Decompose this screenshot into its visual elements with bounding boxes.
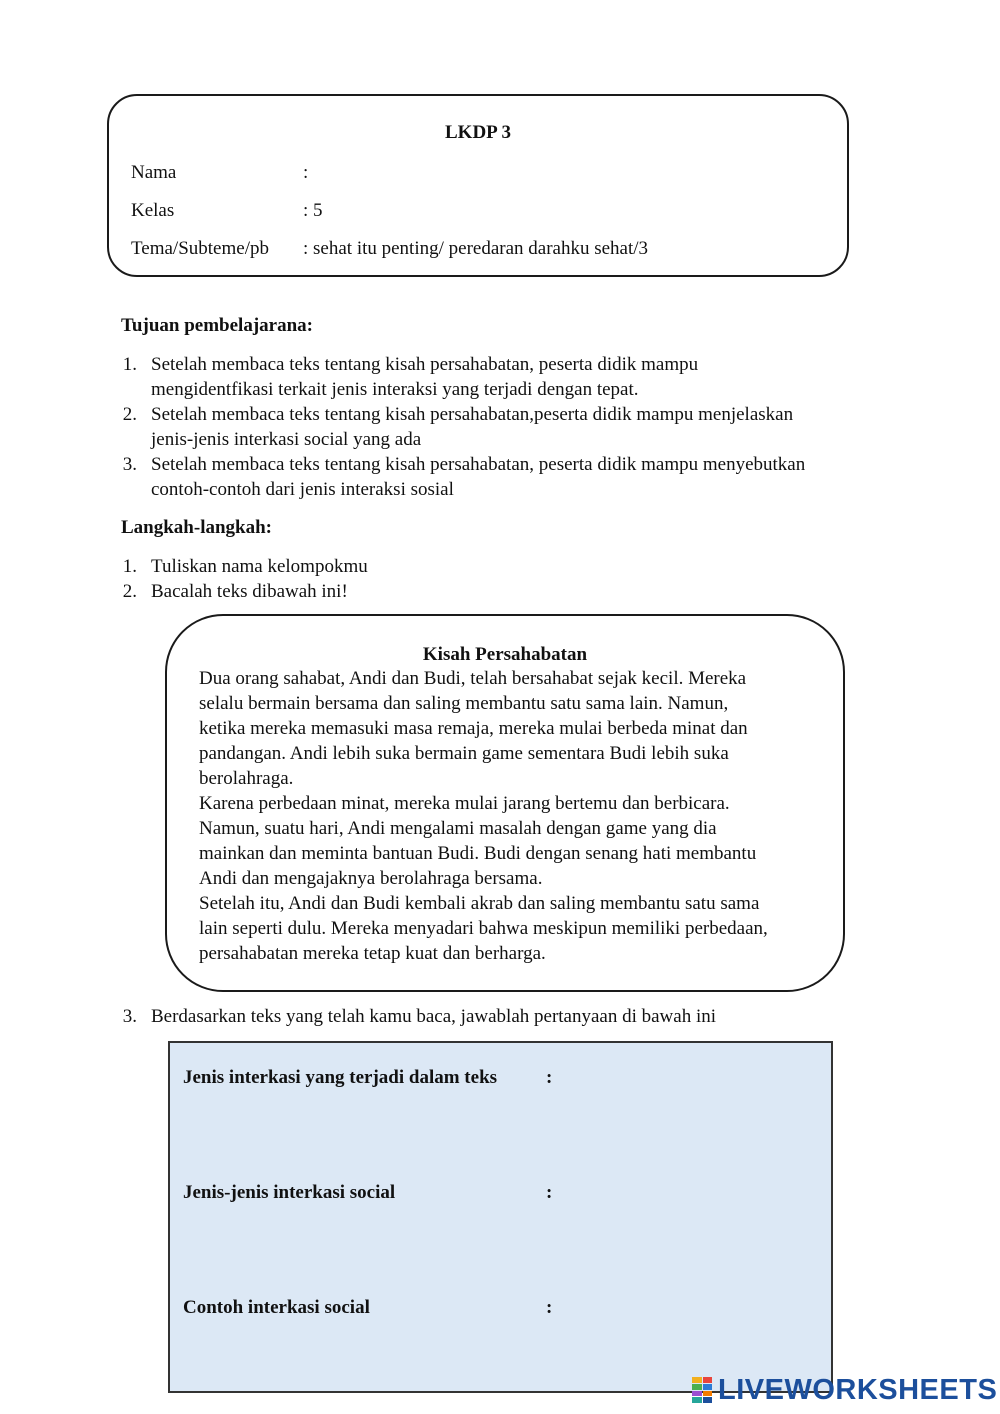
objective-text-line: Setelah membaca teks tentang kisah persahabatan, peserta didik mampu <box>151 354 699 375</box>
story-line: selalu bermain bersama dan saling membantu satu sama lain. Namun, <box>199 693 729 714</box>
story-line: ketika mereka memasuki masa remaja, mereka mulai berbeda minat dan <box>199 718 748 739</box>
name-label: Nama <box>131 162 177 183</box>
liveworksheets-logo-text: LIVEWORKSHEETS <box>718 1373 998 1406</box>
objectives-title: Tujuan pembelajarana: <box>121 315 313 336</box>
story-line: Setelah itu, Andi dan Budi kembali akrab dan saling membantu satu sama <box>199 893 760 914</box>
logo-tile <box>703 1391 713 1397</box>
story-line: Namun, suatu hari, Andi mengalami masalah dengan game yang dia <box>199 818 717 839</box>
header-box <box>107 94 849 277</box>
step-item <box>121 554 721 579</box>
story-line: Karena perbedaan minat, mereka mulai jarang bertemu dan berbicara. <box>199 793 730 814</box>
story-title: Kisah Persahabatan <box>422 644 588 665</box>
objective-item <box>121 352 881 402</box>
question-label-interaction-type: Jenis interkasi yang terjadi dalam teks <box>183 1067 498 1088</box>
objective-item <box>121 452 881 502</box>
objective-item <box>121 402 881 452</box>
question-label-interaction-example: Contoh interkasi social <box>183 1297 370 1318</box>
liveworksheets-logo-icon <box>692 1377 712 1403</box>
class-label: Kelas <box>131 200 175 221</box>
objective-number: 1. <box>122 354 137 375</box>
steps-title: Langkah-langkah: <box>121 517 273 538</box>
logo-tile <box>692 1391 702 1397</box>
theme-value: : sehat itu penting/ peredaran darahku sehat/3 <box>303 238 649 259</box>
story-line: lain seperti dulu. Mereka menyadari bahwa meskipun memiliki perbedaan, <box>199 918 768 939</box>
story-line: pandangan. Andi lebih suka bermain game sementara Budi lebih suka <box>199 743 729 764</box>
answer-field-interaction-example[interactable] <box>562 1291 817 1381</box>
step-item <box>121 1004 881 1029</box>
worksheet-title: LKDP 3 <box>445 122 511 143</box>
question-colon: : <box>546 1182 553 1203</box>
step-text: Berdasarkan teks yang telah kamu baca, jawablah pertanyaan di bawah ini <box>151 1006 717 1027</box>
answer-field-interaction-kinds[interactable] <box>562 1176 817 1266</box>
step-number: 1. <box>122 556 137 577</box>
objective-text-line: jenis-jenis interkasi social yang ada <box>151 429 422 450</box>
logo-tile <box>703 1384 713 1390</box>
liveworksheets-logo <box>692 1374 997 1406</box>
objective-text-line: Setelah membaca teks tentang kisah persahabatan, peserta didik mampu menyebutkan <box>151 454 806 475</box>
step-item <box>121 579 721 604</box>
question-colon: : <box>546 1067 553 1088</box>
logo-tile <box>703 1397 713 1403</box>
story-text <box>199 666 768 966</box>
objective-number: 3. <box>122 454 137 475</box>
logo-tile <box>692 1377 702 1383</box>
step-number: 2. <box>122 581 137 602</box>
class-value: : 5 <box>303 200 323 221</box>
story-line: persahabatan mereka tetap kuat dan berharga. <box>199 943 546 964</box>
step-text: Bacalah teks dibawah ini! <box>151 581 348 602</box>
step-text: Tuliskan nama kelompokmu <box>151 556 368 577</box>
story-line: Dua orang sahabat, Andi dan Budi, telah bersahabat sejak kecil. Mereka <box>199 668 747 689</box>
question-colon: : <box>546 1297 553 1318</box>
answer-field-interaction-type[interactable] <box>562 1061 817 1151</box>
objective-number: 2. <box>122 404 137 425</box>
name-value[interactable]: : <box>303 162 309 183</box>
question-label-interaction-kinds: Jenis-jenis interkasi social <box>183 1182 396 1203</box>
story-box <box>165 614 845 992</box>
logo-tile <box>692 1397 702 1403</box>
objective-text-line: Setelah membaca teks tentang kisah persahabatan,peserta didik mampu menjelaskan <box>151 404 794 425</box>
story-line: berolahraga. <box>199 768 294 789</box>
logo-tile <box>692 1384 702 1390</box>
story-line: Andi dan mengajaknya berolahraga bersama. <box>199 868 543 889</box>
objective-text-line: contoh-contoh dari jenis interaksi sosial <box>151 479 454 500</box>
answer-box <box>168 1041 833 1393</box>
objective-text-line: mengidentfikasi terkait jenis interaksi yang terjadi dengan tepat. <box>151 379 639 400</box>
theme-label: Tema/Subteme/pb <box>131 238 269 259</box>
step-number: 3. <box>122 1006 137 1027</box>
story-line: mainkan dan meminta bantuan Budi. Budi dengan senang hati membantu <box>199 843 757 864</box>
logo-tile <box>703 1377 713 1383</box>
